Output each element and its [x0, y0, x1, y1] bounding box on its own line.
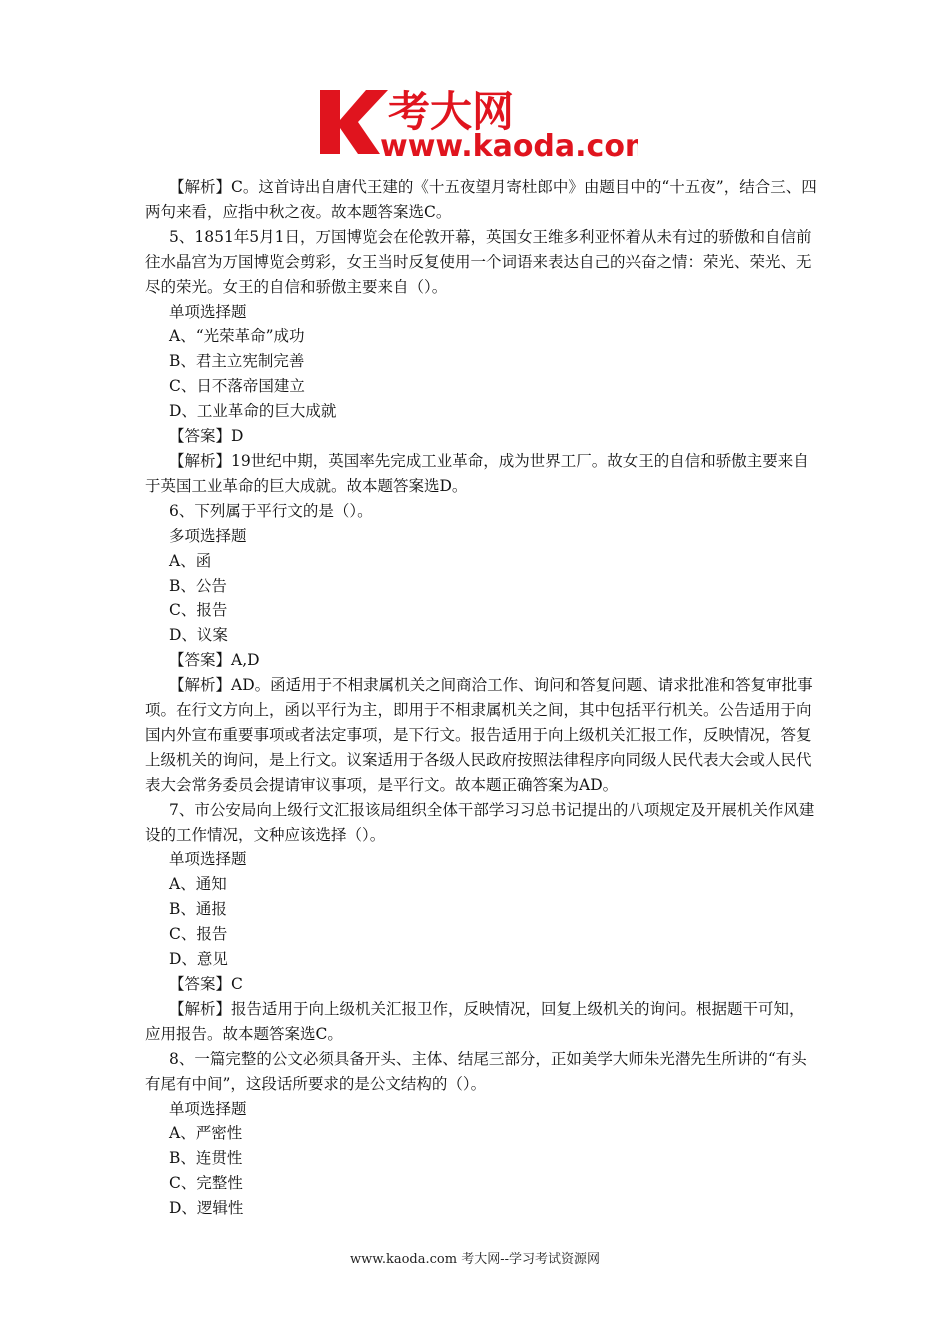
option-line: A、严密性	[169, 1124, 243, 1143]
option-line: A、“光荣革命”成功	[169, 327, 305, 346]
paragraph: 6、下列属于平行文的是（）。	[169, 501, 373, 520]
option-line: 单项选择题	[169, 1099, 247, 1118]
option-line: D、逻辑性	[169, 1199, 244, 1218]
option-line: B、公告	[169, 576, 227, 595]
paragraph: 【解析】19世纪中期，英国率先完成工业革命，成为世界工厂。故女王的自信和骄傲主要来自于英国工业革命的巨大成就。故本题答案选D。	[145, 451, 809, 495]
option-line: 单项选择题	[169, 302, 247, 321]
option-line: D、议案	[169, 626, 228, 645]
option-line: C、报告	[169, 925, 228, 944]
option-line: D、工业革命的巨大成就	[169, 402, 337, 421]
document-body	[145, 175, 817, 1221]
option-line: B、君主立宪制完善	[169, 352, 305, 371]
kaoda-logo	[318, 80, 638, 162]
paragraph: 5、1851年5月1日，万国博览会在伦敦开幕，英国女王维多利亚怀着从未有过的骄傲和自信前往水晶宫为万国博览会剪彩，女王当时反复使用一个词语来表达自己的兴奋之情：荣光、荣光、无尽的荣光。女王的自信和骄傲主要来自（）。	[145, 227, 812, 296]
paragraph: 8、一篇完整的公文必须具备开头、主体、结尾三部分，正如美学大师朱光潜先生所讲的“有头有尾有中间”，这段话所要求的是公文结构的（）。	[145, 1049, 807, 1093]
logo-brand-cn: 考大网	[388, 87, 515, 136]
option-line: C、报告	[169, 601, 228, 620]
option-line: B、通报	[169, 900, 227, 919]
option-line: 【答案】D	[169, 427, 244, 446]
option-line: 【答案】C	[169, 975, 243, 993]
paragraph: 【解析】报告适用于向上级机关汇报卫作，反映情况，回复上级机关的询问。根据题干可知，应用报告。故本题答案选C。	[145, 999, 805, 1043]
option-line: B、连贯性	[169, 1149, 243, 1168]
kaoda-logo-graphic	[318, 80, 638, 162]
option-line: 【答案】A,D	[169, 651, 260, 670]
paragraph: 【解析】C。这首诗出自唐代王建的《十五夜望月寄杜郎中》由题目中的“十五夜”，结合三、四两句来看，应指中秋之夜。故本题答案选C。	[145, 178, 817, 221]
option-line: 单项选择题	[169, 850, 247, 869]
option-line: A、函	[169, 551, 212, 570]
option-line: D、意见	[169, 950, 228, 969]
paragraph: 7、市公安局向上级行文汇报该局组织全体干部学习习总书记提出的八项规定及开展机关作风建设的工作情况，文种应该选择（）。	[145, 800, 815, 844]
paragraph: 【解析】AD。函适用于不相隶属机关之间商洽工作、询问和答复问题、请求批准和答复审批事项。在行文方向上，函以平行为主，即用于不相隶属机关之间，其中包括平行机关。公告适用于向国内外宣布重要事项或者法定事项，是下行文。报告适用于向上级机关汇报工作，反映情况，答复上级机关的询问，是上行文。议案适用于各级人民政府按照法律程序向同级人民代表大会或人民代表大会常务委员会提请审议事项，是平行文。故本题正确答案为AD。	[145, 676, 813, 794]
option-line: C、完整性	[169, 1174, 243, 1193]
option-line: A、通知	[169, 875, 227, 894]
option-line: C、日不落帝国建立	[169, 377, 305, 396]
page-footer: www.kaoda.com 考大网--学习考试资源网	[350, 1252, 600, 1267]
logo-brand-url: www.kaoda.com	[380, 129, 638, 162]
option-line: 多项选择题	[169, 526, 247, 545]
